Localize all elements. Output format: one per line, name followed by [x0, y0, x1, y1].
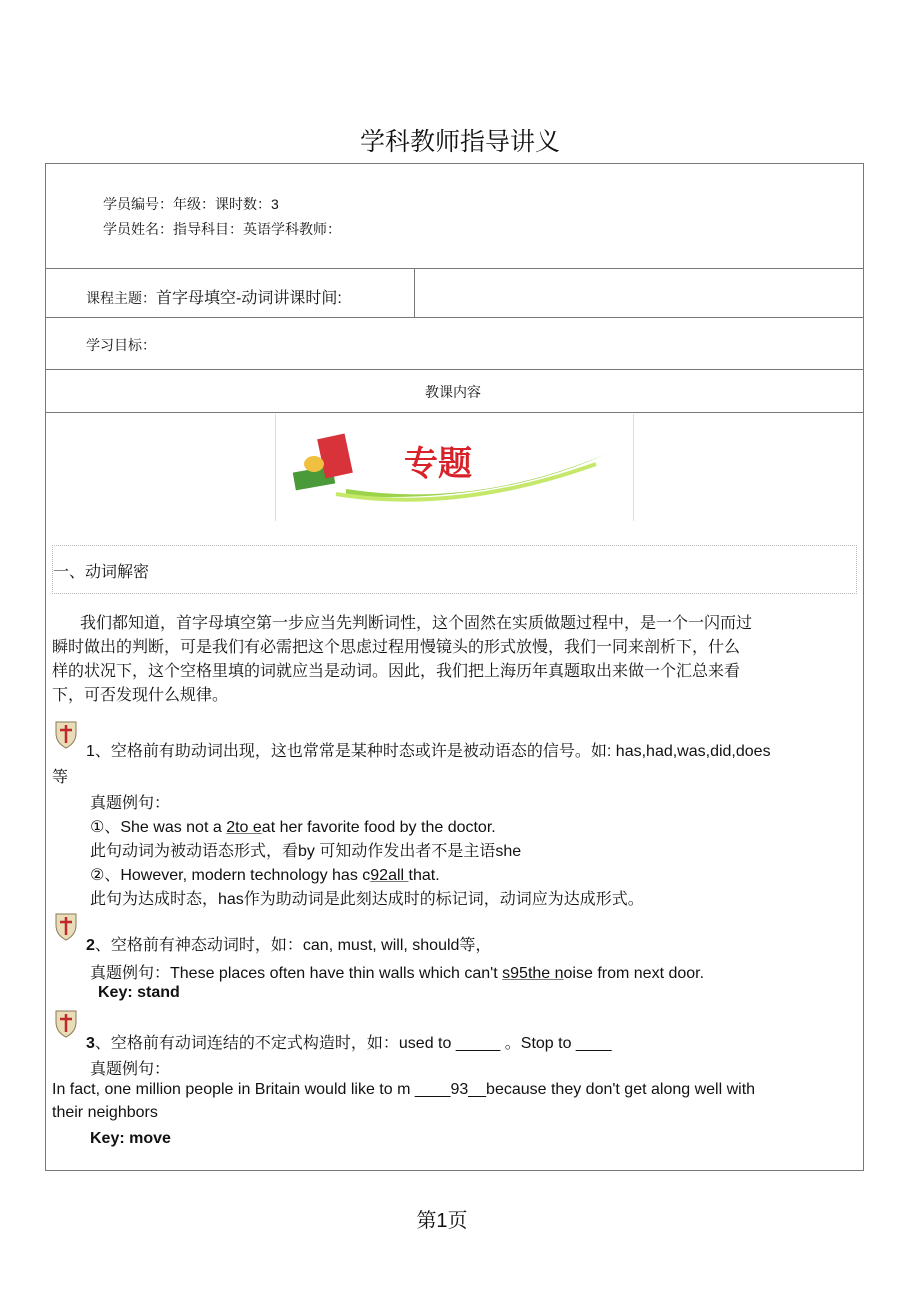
rule-3: 3、空格前有动词连结的不定式构造时，如：used to _____ 。Stop to ____ [86, 1035, 612, 1052]
example-label: 真题例句： [90, 795, 171, 812]
document-title: 学科教师指导讲义 [359, 128, 560, 156]
learning-goal-label: 学习目标： [86, 337, 156, 353]
shield-icon [54, 911, 78, 941]
example-sentence-1: ①、She was not a 2to eat her favorite food by the doctor. [90, 819, 496, 836]
topic-value: 首字母填空-动词讲课时间: [156, 290, 342, 307]
student-info-line1: 学员编号：年级：课时数：3 [103, 196, 279, 212]
divider [45, 317, 863, 318]
banner-text: 专题 [404, 444, 472, 484]
intro-line: 瞬时做出的判断，可是我们有必需把这个思虑过程用慢镜头的形式放慢，我们一同来剖析下，什么 [52, 639, 741, 656]
divider [45, 412, 863, 413]
rule-2: 2、空格前有神态动词时，如：can, must, will, should等， [86, 937, 492, 954]
rule-1-continued: 等 [52, 769, 69, 786]
example-label: 真题例句： [90, 1061, 171, 1078]
example-note-2: 此句为达成时态，has作为助动词是此刻达成时的标记词，动词应为达成形式。 [90, 891, 644, 908]
content-label: 教课内容 [425, 384, 481, 400]
section-heading: 一、动词解密 [52, 545, 857, 594]
course-topic [86, 285, 342, 308]
example-sentence-2: ②、However, modern technology has c92all that. [90, 867, 440, 884]
rule-3-example-line: their neighbors [52, 1104, 158, 1121]
rule-2-key: Key: stand [98, 984, 180, 1001]
rule-3-key: Key: move [90, 1130, 171, 1147]
intro-line: 下，可否发现什么规律。 [52, 687, 229, 704]
page-number: 第1页 [416, 1210, 468, 1232]
rule-1: 1、空格前有助动词出现，这也常常是某种时态或许是被动语态的信号。如: has,had,was,did,does [86, 743, 771, 760]
rule-3-example-line: In fact, one million people in Britain would like to m ____93__because they don't get along well with [52, 1081, 756, 1098]
topic-label: 课程主题： [86, 290, 156, 306]
divider [45, 369, 863, 370]
divider [45, 268, 863, 269]
intro-line: 我们都知道，首字母填空第一步应当先判断词性，这个固然在实质做题过程中，是一个一闪而过 [80, 615, 753, 632]
rule-2-example: 真题例句：These places often have thin walls which can't s95the noise from next door. [90, 965, 705, 982]
shield-icon [54, 1008, 78, 1038]
divider [414, 268, 415, 317]
intro-line: 样的状况下，这个空格里填的词就应当是动词。因此，我们把上海历年真题取出来做一个汇总来看 [52, 663, 741, 680]
topic-banner-image [275, 414, 634, 521]
student-info-line2: 学员姓名：指导科目：英语学科教师： [103, 221, 341, 237]
shield-icon [54, 719, 78, 749]
example-note-1: 此句动词为被动语态形式，看by 可知动作发出者不是主语she [90, 843, 522, 860]
